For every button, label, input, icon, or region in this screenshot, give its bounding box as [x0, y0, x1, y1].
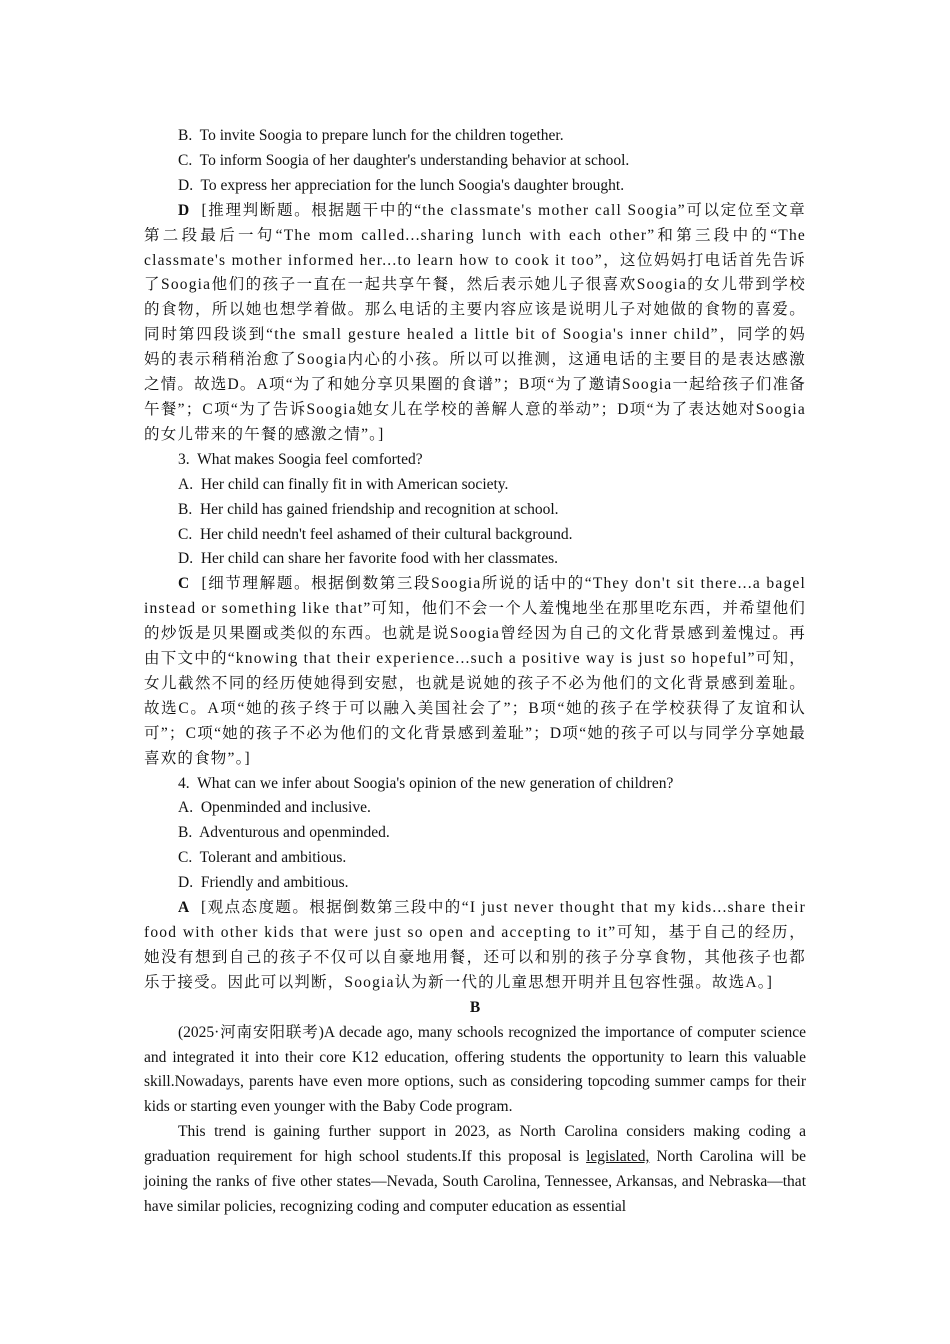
q3-option-b: B. Her child has gained friendship and recognition at school.	[178, 500, 559, 518]
q2-answer-letter: D	[178, 201, 191, 219]
q4-answer-letter: A	[178, 899, 191, 917]
q3-option-c: C. Her child needn't feel ashamed of their cultural background.	[178, 525, 573, 543]
q4-option-b: B. Adventurous and openminded.	[178, 824, 390, 842]
section-heading: B	[469, 998, 481, 1016]
q3-question: 3. What makes Soogia feel comforted?	[178, 450, 423, 468]
q4-option-a: A. Openminded and inclusive.	[178, 799, 371, 817]
q4-answer-explanation	[144, 896, 806, 996]
q3-answer-letter: C	[178, 575, 191, 593]
underlined-word: legislated,	[586, 1148, 650, 1166]
passage-paragraph-1: (2025·河南安阳联考)A decade ago, many schools recognized the importance of computer science and integrated it into their core K12 education, offering students the opportunity to learn this valuable skill.Nowadays, parents have even more options, such as considering topcoding summer camps for their kids or starting even younger with the Baby Code program.	[144, 1023, 806, 1116]
q3-answer-explanation	[144, 572, 806, 771]
paragraph-2-text-b: North Carolina will be joining the ranks of five other states—Nevada, South Carolina, Tennessee, Arkansas, and Nebraska—that have similar policies, recognizing coding and computer education as essential	[144, 1148, 806, 1215]
q4-option-c: C. Tolerant and ambitious.	[178, 849, 347, 867]
q2-option-c: C. To inform Soogia of her daughter's understanding behavior at school.	[178, 151, 630, 169]
document-page	[144, 124, 806, 1220]
q4-question: 4. What can we infer about Soogia's opinion of the new generation of children?	[178, 774, 674, 792]
q4-option-d: D. Friendly and ambitious.	[178, 874, 349, 892]
q3-option-a: A. Her child can finally fit in with American society.	[178, 475, 509, 493]
q3-option-d: D. Her child can share her favorite food with her classmates.	[178, 550, 559, 568]
paragraph-2-text-a: This trend is gaining further support in 2023, as North Carolina considers making coding a graduation requirement for high school students.If this proposal is	[144, 1123, 806, 1166]
passage-paragraph-2	[144, 1120, 806, 1220]
q2-option-b: B. To invite Soogia to prepare lunch for the children together.	[178, 127, 564, 144]
q2-answer-explanation	[144, 199, 806, 448]
q2-option-d: D. To express her appreciation for the lunch Soogia's daughter brought.	[178, 176, 625, 194]
q4-answer-text: [观点态度题。根据倒数第三段中的“I just never thought that my kids...share their food with other kids that were just so open and accepting to it”可知，基于自己的经历，她没有想到自己的孩子不仅可以自豪地用餐，还可以和别的孩子分享食物，其他孩子也都乐于接受。因此可以判断，Soogia认为新一代的儿童思想开明并且包容性强。故选A。]	[144, 899, 806, 991]
q2-answer-text: [推理判断题。根据题干中的“the classmate's mother call Soogia”可以定位至文章第二段最后一句“The mom called...sharing lunch with each other”和第三段中的“The classmate's mother informed her...to learn how to cook it too”，这位妈妈打电话首先告诉了Soogia他们的孩子一直在一起共享午餐，然后表示她儿子很喜欢Soogia的女儿带到学校的食物，所以她也想学着做。那么电话的主要内容应该是说明儿子对她做的食物的喜爱。同时第四段谈到“the small gesture healed a little bit of Soogia's inner child”，同学的妈妈的表示稍稍治愈了Soogia内心的小孩。所以可以推测，这通电话的主要目的是表达感激之情。故选D。A项“为了和她分享贝果圈的食谱”；B项“为了邀请Soogia一起给孩子们准备午餐”；C项“为了告诉Soogia她女儿在学校的善解人意的举动”；D项“为了表达她对Soogia的女儿带来的午餐的感激之情”。]	[144, 201, 806, 443]
q3-answer-text: [细节理解题。根据倒数第三段Soogia所说的话中的“They don't sit there...a bagel instead or something like that”可知，他们不会一个人羞愧地坐在那里吃东西，并希望他们的炒饭是贝果圈或类似的东西。也就是说Soogia曾经因为自己的文化背景感到羞愧过。再由下文中的“knowing that their experience...such a positive way is just so hopeful”可知，女儿截然不同的经历使她得到安慰，也就是说她的孩子不必为他们的文化背景感到羞耻。故选C。A项“她的孩子终于可以融入美国社会了”；B项“她的孩子在学校获得了友谊和认可”；C项“她的孩子不必为他们的文化背景感到羞耻”；D项“她的孩子可以与同学分享她最喜欢的食物”。]	[144, 575, 806, 767]
